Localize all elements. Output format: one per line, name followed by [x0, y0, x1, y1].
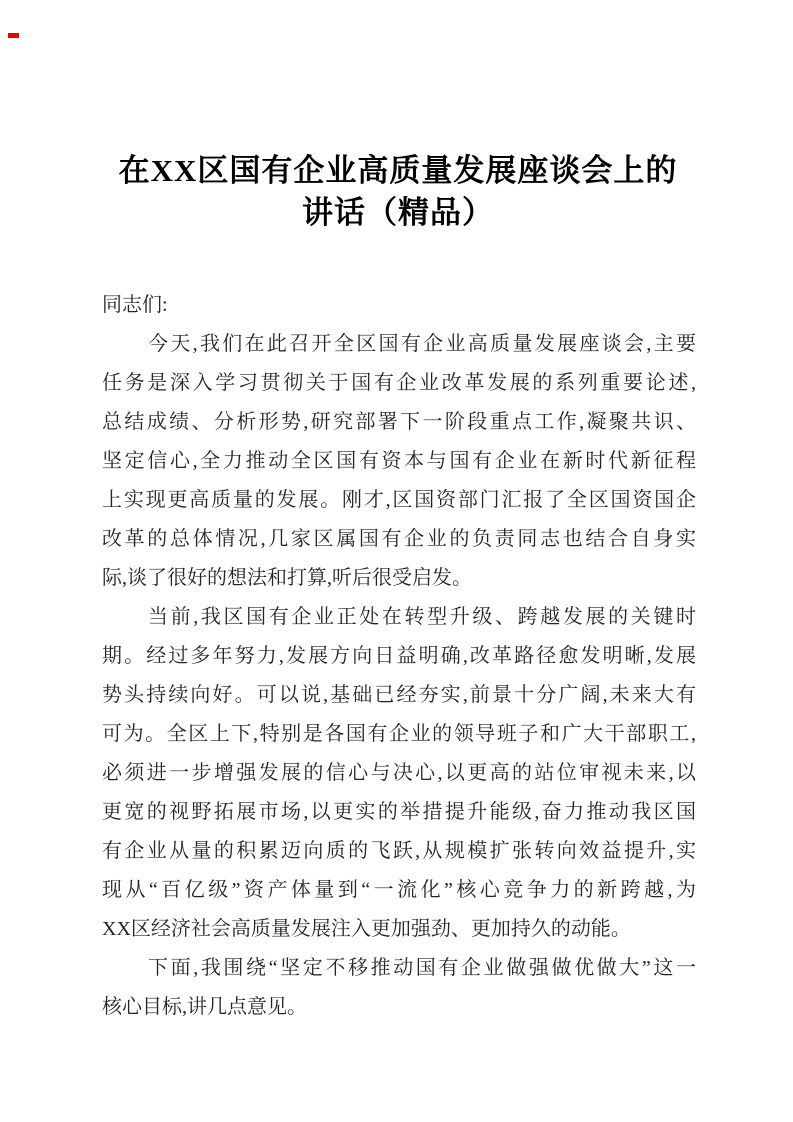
text-line: 势头持续向好。可以说,基础已经夯实,前景十分广阔,未来大有	[102, 684, 696, 706]
text-line: 有企业从量的积累迈向质的飞跃,从规模扩张转向效益提升,实	[102, 840, 696, 862]
text-line: 核心目标,讲几点意见。	[102, 996, 307, 1018]
text-line: 下面,我围绕“坚定不移推动国有企业做强做优做大”这一	[148, 957, 696, 979]
text-line: 更宽的视野拓展市场,以更实的举措提升能级,奋力推动我区国	[102, 801, 696, 823]
paragraph	[102, 325, 696, 598]
text-line: 期。经过多年努力,发展方向日益明确,改革路径愈发明晰,发展	[102, 645, 696, 667]
text-line: 坚定信心,全力推动全区国有资本与国有企业在新时代新征程	[102, 450, 696, 472]
text-line: 可为。全区上下,特别是各国有企业的领导班子和广大干部职工,	[102, 723, 696, 745]
title-line-2: 讲话（精品）	[302, 195, 494, 230]
document-body	[102, 286, 696, 1027]
paragraph	[102, 286, 696, 325]
text-line: 总结成绩、分析形势,研究部署下一阶段重点工作,凝聚共识、	[102, 411, 696, 433]
text-line: 任务是深入学习贯彻关于国有企业改革发展的系列重要论述,	[102, 372, 696, 394]
paragraph	[102, 949, 696, 1027]
paragraph	[102, 598, 696, 949]
text-line: 改革的总体情况,几家区属国有企业的负责同志也结合自身实	[102, 528, 696, 550]
text-line: 今天,我们在此召开全区国有企业高质量发展座谈会,主要	[148, 333, 696, 355]
text-line: 现从“百亿级”资产体量到“一流化”核心竞争力的新跨越,为	[102, 879, 696, 901]
text-line: 际,谈了很好的想法和打算,听后很受启发。	[102, 567, 472, 589]
text-line: 上实现更高质量的发展。刚才,区国资部门汇报了全区国资国企	[102, 489, 696, 511]
text-line: XX区经济社会高质量发展注入更加强劲、更加持久的动能。	[102, 918, 631, 940]
text-line: 必须进一步增强发展的信心与决心,以更高的站位审视未来,以	[102, 762, 696, 784]
red-mark	[8, 33, 19, 38]
title-line-1: 在XX区国有企业高质量发展座谈会上的	[118, 153, 678, 188]
text-line: 当前,我区国有企业正处在转型升级、跨越发展的关键时	[148, 606, 696, 628]
document-title	[100, 150, 696, 234]
text-line: 同志们:	[102, 294, 168, 316]
